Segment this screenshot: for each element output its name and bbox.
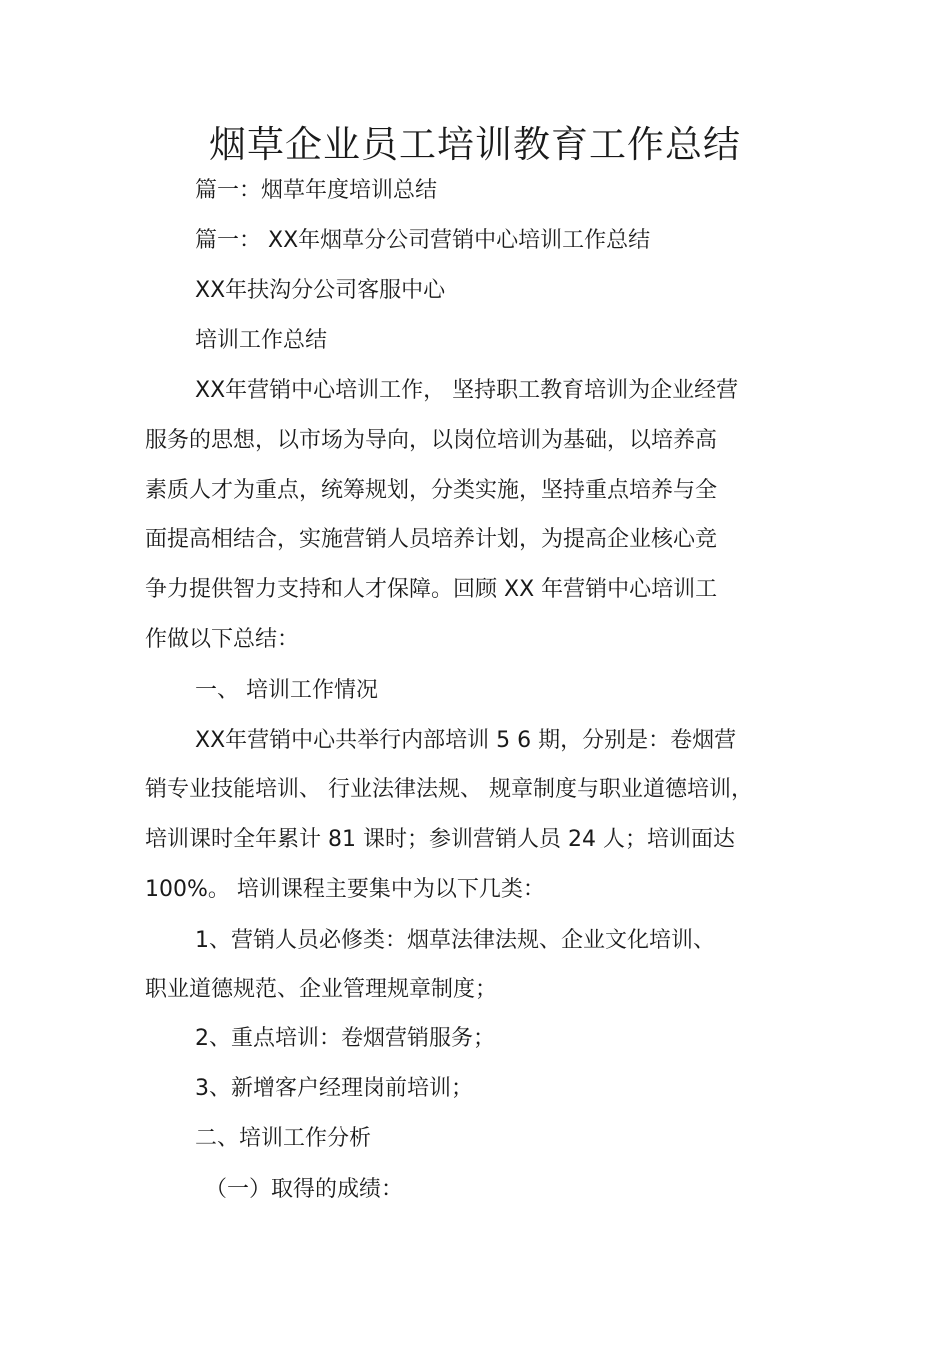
paragraph-line: 素质人才为重点，统筹规划，分类实施，坚持重点培养与全 (145, 478, 718, 503)
list-item: 3、新增客户经理岗前培训； (195, 1076, 473, 1101)
paragraph-line: 面提高相结合，实施营销人员培养计划，为提高企业核心竞 (145, 527, 718, 552)
list-item-continuation: 职业道德规范、企业管理规章制度； (145, 977, 498, 1002)
article-heading: 篇一： XX年烟草分公司营销中心培训工作总结 (195, 228, 651, 253)
section-heading-two: 二、培训工作分析 (195, 1126, 372, 1151)
paragraph-line: 销专业技能培训、 行业法律法规、 规章制度与职业道德培训， (145, 777, 753, 802)
paragraph-line: 争力提供智力支持和人才保障。回顾 XX 年营销中心培训工 (145, 577, 718, 602)
subsection-heading: （一）取得的成绩： (205, 1177, 404, 1202)
list-item: 1、营销人员必修类：烟草法律法规、企业文化培训、 (195, 928, 715, 953)
paragraph-line: 100%。 培训课程主要集中为以下几类： (145, 877, 545, 902)
list-item: 2、重点培训：卷烟营销服务； (195, 1026, 495, 1051)
subtitle-part-one: 篇一：烟草年度培训总结 (195, 178, 438, 203)
paragraph-line: 服务的思想，以市场为导向，以岗位培训为基础，以培养高 (145, 428, 718, 453)
paragraph-line: XX年营销中心培训工作， 坚持职工教育培训为企业经营 (195, 378, 739, 403)
document-title: 烟草企业员工培训教育工作总结 (209, 123, 741, 166)
summary-heading: 培训工作总结 (195, 328, 328, 353)
paragraph-line: 作做以下总结： (145, 627, 300, 652)
paragraph-line: XX年营销中心共举行内部培训 5 6 期，分别是：卷烟营 (195, 728, 737, 753)
department-line: XX年扶沟分公司客服中心 (195, 278, 446, 303)
section-heading-one: 一、 培训工作情况 (195, 678, 378, 703)
paragraph-line: 培训课时全年累计 81 课时；参训营销人员 24 人；培训面达 (145, 827, 735, 852)
